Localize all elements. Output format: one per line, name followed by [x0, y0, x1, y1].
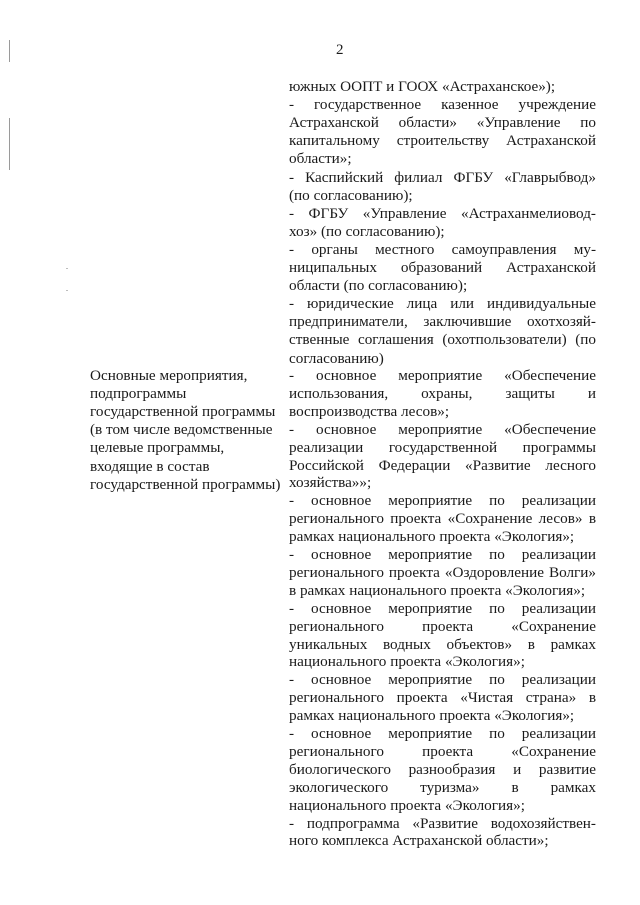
- text-line: предприниматели, заключившие охотхозяй-: [289, 313, 596, 331]
- scan-edge-mark-top: [9, 40, 10, 62]
- text-line: - основное мероприятие по реализации: [289, 671, 596, 689]
- text-line: области (по согласованию);: [289, 277, 468, 295]
- text-line: подпрограммы: [90, 385, 187, 403]
- text-line: - основное мероприятие по реализации: [289, 599, 596, 617]
- text-line: южных ООПТ и ГООХ «Астраханское»);: [289, 78, 556, 95]
- text-line: - юридические лица или индивидуальные: [289, 295, 596, 313]
- text-line: в рамках национального проекта «Экология»;: [289, 581, 586, 599]
- text-line: государственной программы: [90, 403, 276, 421]
- text-line: входящие в состав: [90, 457, 210, 475]
- text-line: государственной программы): [90, 475, 281, 493]
- text-line: - подпрограмма «Развитие водохозяйствен-: [289, 814, 596, 832]
- scan-speck: [66, 290, 68, 291]
- text-line: хоз» (по согласованию);: [289, 222, 445, 240]
- text-line: биологического разнообразия и развитие: [289, 760, 596, 778]
- text-line: регионального проекта «Сохранение лесов» в: [289, 510, 596, 528]
- text-line: - основное мероприятие по реализации: [289, 546, 596, 563]
- text-line: - Каспийский филиал ФГБУ «Главрыбвод»: [289, 168, 596, 186]
- scan-edge-mark-middle: [9, 118, 10, 170]
- text-line: ниципальных образований Астраханской: [289, 259, 596, 276]
- text-line: - государственное казенное учреждение: [289, 96, 596, 114]
- page-number: 2: [336, 42, 344, 58]
- text-line: Астраханской области» «Управление по: [289, 114, 596, 132]
- text-line: использования, охраны, защиты и: [289, 384, 596, 402]
- text-line: воспроизводства лесов»;: [289, 402, 450, 420]
- text-line: регионального проекта «Чистая страна» в: [289, 689, 596, 707]
- text-line: Российской Федерации «Развитие лесного: [289, 456, 596, 474]
- text-line: - основное мероприятие по реализации: [289, 492, 596, 510]
- text-line: хозяйства»»;: [289, 474, 372, 492]
- text-line: капитальному строительству Астраханской: [289, 132, 596, 150]
- text-line: - ФГБУ «Управление «Астраханмелиовод-: [289, 204, 596, 222]
- text-line: национального проекта «Экология»;: [289, 796, 525, 814]
- text-line: Основные мероприятия,: [90, 367, 248, 384]
- text-line: регионального проекта «Сохранение: [289, 617, 596, 635]
- text-line: целевые программы,: [90, 439, 225, 457]
- text-line: реализации государственной программы: [289, 438, 596, 456]
- text-line: согласованию): [289, 349, 384, 367]
- text-line: (в том числе ведомственные: [90, 421, 273, 439]
- text-line: - органы местного самоуправления му-: [289, 240, 596, 258]
- text-line: - основное мероприятие «Обеспечение: [289, 420, 596, 438]
- text-line: - основное мероприятие «Обеспечение: [289, 367, 596, 384]
- text-line: ственные соглашения (охотпользователи) (по: [289, 331, 596, 349]
- text-line: рамках национального проекта «Экология»;: [289, 707, 575, 725]
- text-line: - основное мероприятие по реализации: [289, 725, 596, 742]
- text-line: регионального проекта «Сохранение: [289, 742, 596, 760]
- text-line: экологического туризма» в рамках: [289, 778, 596, 796]
- text-line: рамках национального проекта «Экология»;: [289, 528, 575, 546]
- text-line: области»;: [289, 150, 352, 168]
- text-line: уникальных водных объектов» в рамках: [289, 635, 596, 653]
- scan-speck: [66, 268, 68, 269]
- text-line: регионального проекта «Оздоровление Волги»: [289, 563, 596, 581]
- text-line: (по согласованию);: [289, 186, 413, 204]
- text-line: ного комплекса Астраханской области»;: [289, 832, 549, 850]
- text-line: национального проекта «Экология»;: [289, 653, 525, 671]
